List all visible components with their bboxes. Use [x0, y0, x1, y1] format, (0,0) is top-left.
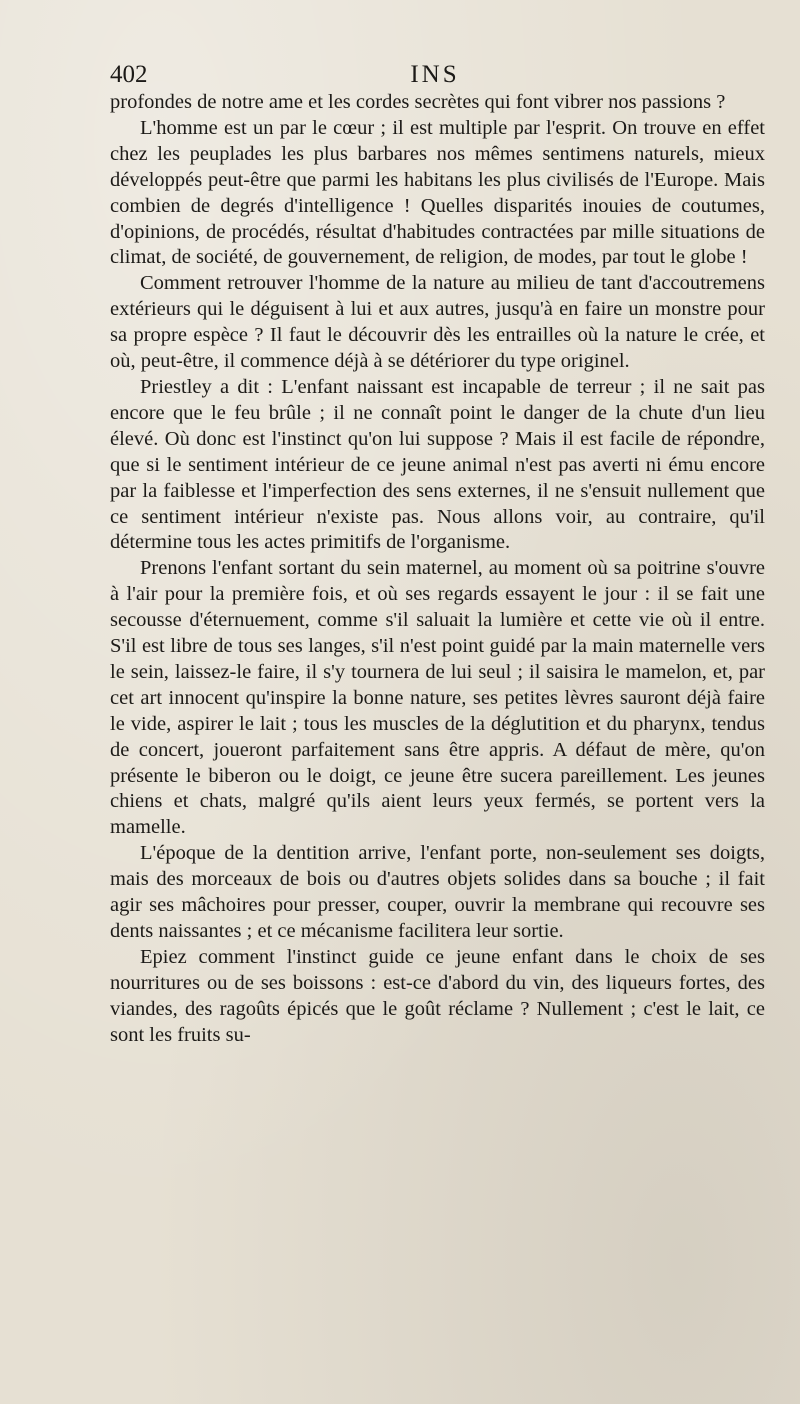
running-head: INS	[410, 61, 460, 88]
paragraph: Priestley a dit : L'enfant naissant est incapable de terreur ; il ne sait pas encore que le feu brûle ; il ne connaît point le danger de la chute d'un lieu élevé. Où donc est l'instinct qu'on lui suppose ? Mais il est facile de répondre, que si le sentiment intérieur de ce jeune animal n'est pas averti ni ému encore par la faiblesse et l'imperfection des sens externes, il ne s'ensuit nullement que ce sentiment intérieur n'existe pas. Nous allons voir, au contraire, qu'il détermine tous les actes primitifs de l'organisme.	[110, 375, 765, 554]
paragraph: Comment retrouver l'homme de la nature au milieu de tant d'accoutremens extérieurs qui le déguisent à lui et aux autres, jusqu'à en faire un monstre pour sa propre espèce ? Il faut le découvrir dès les entrailles où la nature le crée, et où, peut-être, il commence déjà à se détériorer du type originel.	[110, 272, 765, 373]
paragraph: L'homme est un par le cœur ; il est multiple par l'esprit. On trouve en effet chez les peuplades les plus barbares nos mêmes sentimens naturels, mieux développés peut-être que parmi les habitans les plus civilisés de l'Europe. Mais combien de degrés d'intelligence ! Quelles disparités inouies de coutumes, d'opinions, de procédés, résultat d'habitudes contractées par mille situations de climat, de société, de gouvernement, de religion, de modes, par tout le globe !	[110, 116, 765, 269]
page-header	[110, 58, 760, 92]
body-text	[110, 90, 765, 1049]
paragraph: L'époque de la dentition arrive, l'enfant porte, non-seulement ses doigts, mais des morceaux de bois ou d'autres objets solides dans sa bouche ; il fait agir ses mâchoires pour presser, couper, ouvrir la membrane qui recouvre ses dents naissantes ; et ce mécanisme facilitera leur sortie.	[110, 842, 765, 942]
paragraph-continued: profondes de notre ame et les cordes secrètes qui font vibrer nos passions ?	[110, 91, 726, 113]
paragraph: Prenons l'enfant sortant du sein maternel, au moment où sa poitrine s'ouvre à l'air pour la première fois, et où ses regards essayent le jour : il se fait une secousse d'éternuement, comme s'il saluait la lumière et cette vie où il entre. S'il est libre de tous ses langes, s'il n'est point guidé par la main maternelle vers le sein, laissez-le faire, il s'y tournera de lui seul ; il saisira le mamelon, et, par cet art innocent qu'inspire la bonne nature, ses petites lèvres sauront déjà faire le vide, aspirer le lait ; tous les muscles de la déglutition et du pharynx, tendus de concert, joueront parfaitement sans être appris. A défaut de mère, qu'on présente le biberon ou le doigt, ce jeune être sucera pareillement. Les jeunes chiens et chats, malgré qu'ils aient leurs yeux fermés, se portent vers la mamelle.	[110, 557, 765, 839]
page-number: 402	[110, 61, 148, 88]
paragraph: Epiez comment l'instinct guide ce jeune enfant dans le choix de ses nourritures ou de ses boissons : est-ce d'abord du vin, des liqueurs fortes, des viandes, des ragoûts épicés que le goût réclame ? Nullement ; c'est le lait, ce sont les fruits su-	[110, 945, 765, 1046]
